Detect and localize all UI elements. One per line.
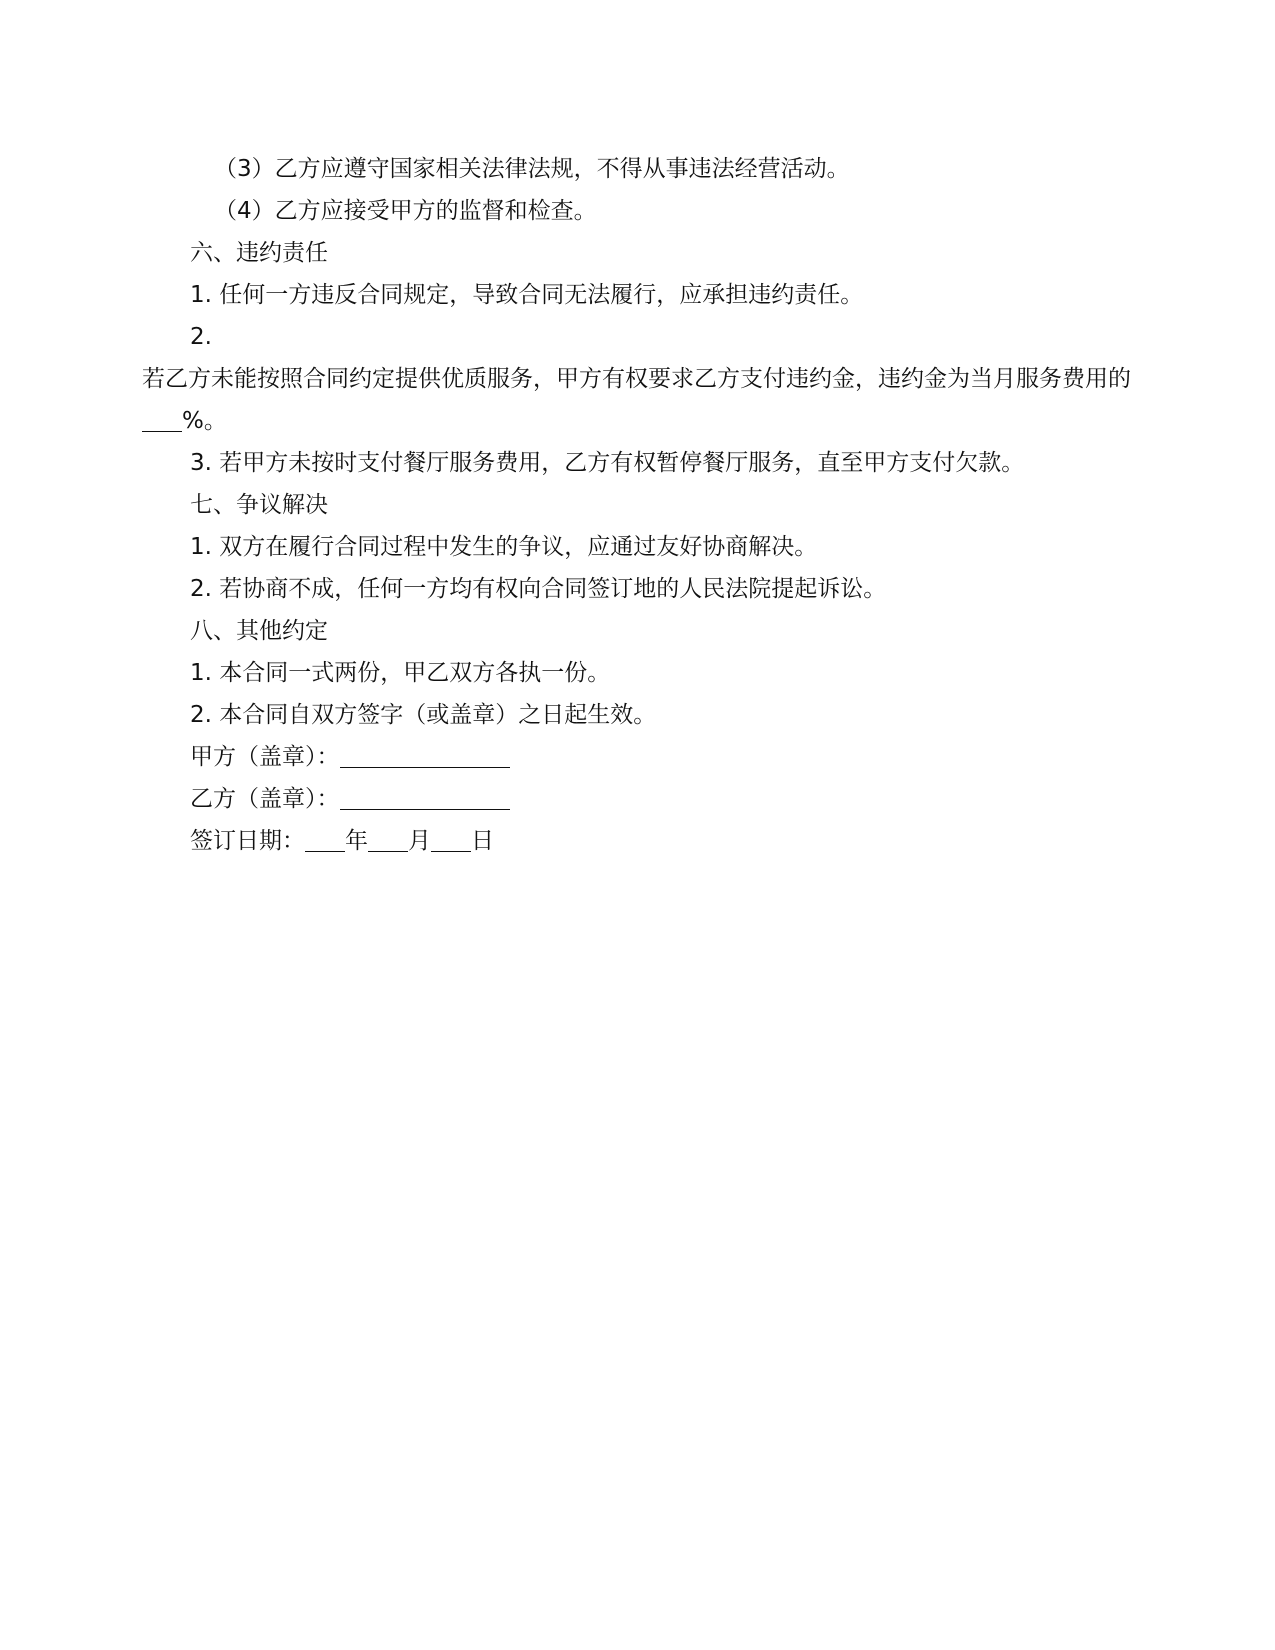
clause-item-3: （3）乙方应遵守国家相关法律法规，不得从事违法经营活动。 bbox=[214, 156, 850, 182]
section-heading-dispute: 七、争议解决 bbox=[190, 492, 328, 518]
dispute-clause-1: 1. 双方在履行合同过程中发生的争议，应通过友好协商解决。 bbox=[190, 534, 818, 560]
year-blank bbox=[305, 827, 345, 852]
breach-clause-2-text-after: %。 bbox=[182, 408, 227, 434]
month-blank bbox=[368, 827, 408, 852]
breach-clause-2-text bbox=[142, 358, 1132, 442]
party-a-signature bbox=[142, 736, 1132, 778]
section-heading-other: 八、其他约定 bbox=[190, 618, 328, 644]
sign-date-label: 签订日期： bbox=[190, 828, 305, 854]
day-blank bbox=[431, 827, 471, 852]
dispute-clause-2: 2. 若协商不成，任何一方均有权向合同签订地的人民法院提起诉讼。 bbox=[190, 576, 887, 602]
party-b-signature-blank bbox=[340, 785, 510, 810]
day-label: 日 bbox=[471, 828, 494, 854]
document-body bbox=[142, 148, 1132, 862]
party-b-label: 乙方（盖章）： bbox=[190, 786, 340, 812]
other-clause-2: 2. 本合同自双方签字（或盖章）之日起生效。 bbox=[190, 702, 657, 728]
year-label: 年 bbox=[345, 828, 368, 854]
party-a-label: 甲方（盖章）： bbox=[190, 744, 340, 770]
other-clause-1: 1. 本合同一式两份，甲乙双方各执一份。 bbox=[190, 660, 611, 686]
party-a-signature-blank bbox=[340, 743, 510, 768]
party-b-signature bbox=[142, 778, 1132, 820]
month-label: 月 bbox=[408, 828, 431, 854]
clause-item-4: （4）乙方应接受甲方的监督和检查。 bbox=[214, 198, 597, 224]
breach-clause-1: 1. 任何一方违反合同规定，导致合同无法履行，应承担违约责任。 bbox=[190, 282, 864, 308]
section-heading-breach: 六、违约责任 bbox=[190, 240, 328, 266]
sign-date bbox=[142, 820, 1132, 862]
breach-clause-2-text-before: 若乙方未能按照合同约定提供优质服务，甲方有权要求乙方支付违约金，违约金为当月服务费用的 bbox=[142, 366, 1131, 392]
breach-clause-2-number: 2. bbox=[190, 324, 212, 350]
breach-clause-3: 3. 若甲方未按时支付餐厅服务费用，乙方有权暂停餐厅服务，直至甲方支付欠款。 bbox=[190, 450, 1025, 476]
penalty-percent-blank bbox=[142, 407, 182, 432]
